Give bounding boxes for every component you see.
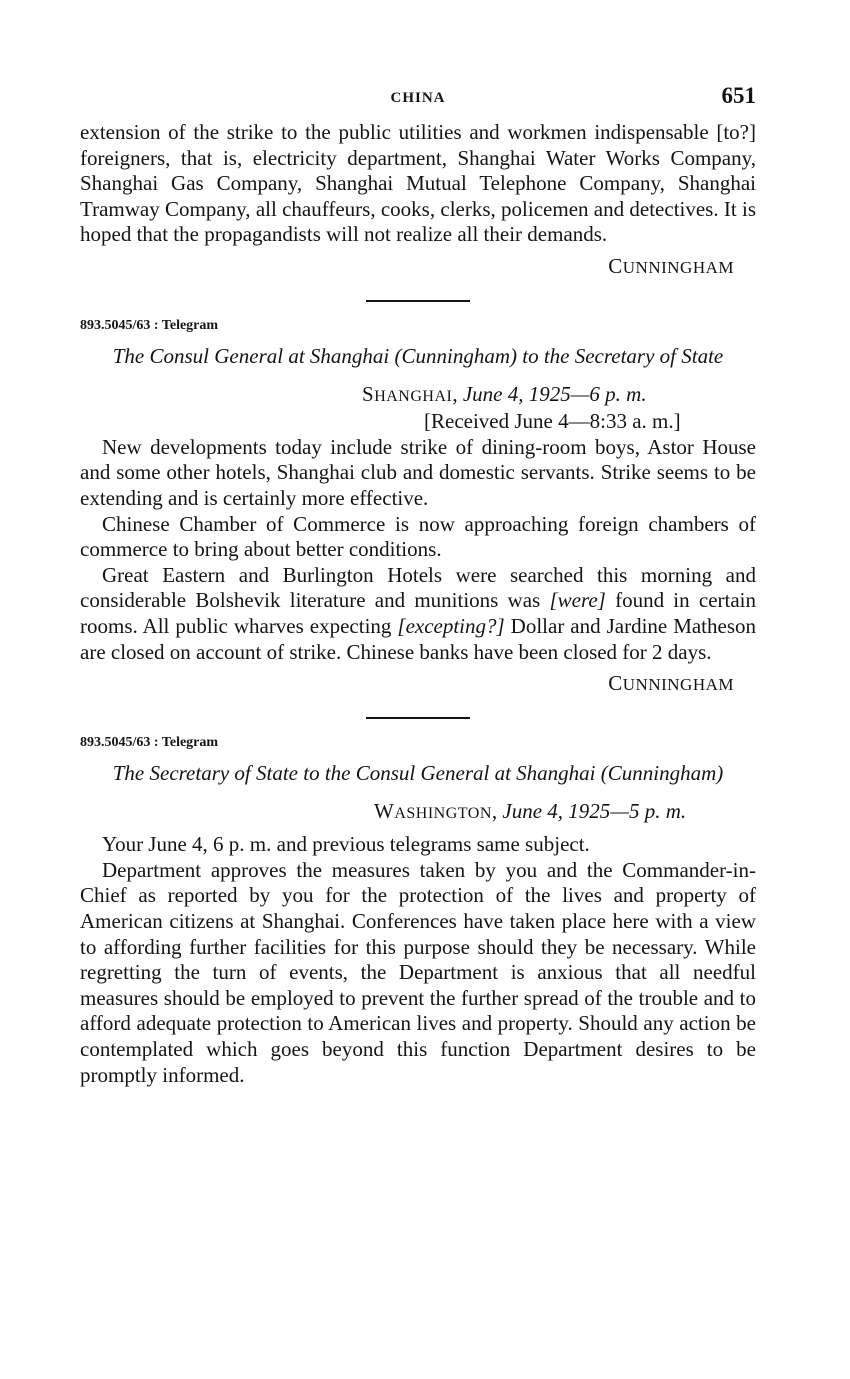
received-note: [Received June 4—8:33 a. m.] <box>424 409 681 434</box>
place-rest: HANGHAI <box>374 387 453 405</box>
text-run: found in certain rooms. All public wharves expecting <box>80 588 756 638</box>
signature-rest: UNNINGHAM <box>622 257 734 277</box>
signature <box>80 671 756 697</box>
dateline: SHANGHAI, June 4, 1925—6 p. m. <box>362 381 647 406</box>
file-reference: 893.5045/63 : Telegram <box>80 735 219 751</box>
dateline-place <box>374 798 492 823</box>
text-run: Dollar and Jardine Matheson are closed on account of strike. Chinese banks have been closed for 2 days. <box>80 613 757 664</box>
body-paragraph: Your June 4, 6 p. m. and previous telegrams same subject. <box>102 832 590 857</box>
dateline: WASHINGTON, June 4, 1925—5 p. m. <box>374 798 687 823</box>
document-title: The Secretary of State to the Consul General at Shanghai (Cunningham) <box>112 761 724 786</box>
place-initial: S <box>362 381 375 406</box>
editorial-insertion: [excepting?] <box>397 613 505 638</box>
signature-rest: UNNINGHAM <box>622 675 734 695</box>
signature-initial: C <box>608 253 623 278</box>
body-paragraph: Department approves the measures taken by you and the Commander-in-Chief as reported by you for the protection of the lives and property of American citizens at Shanghai. Conferences have taken place here with a view to affording further facilities for this purpose should they be necessary. While regretting the turn of events, the Department is anxious that all needful measures should be employed to prevent the further spread of the trouble and to afford adequate protection to American lives and property. Should any action be contemplated which goes beyond this function Department desires to be promptly informed. <box>80 857 756 1087</box>
running-head <box>80 80 756 120</box>
dateline-date: June 4, 1925—6 p. m. <box>462 381 647 406</box>
signature <box>80 254 756 280</box>
document-title: The Consul General at Shanghai (Cunningham) to the Secretary of State <box>112 343 724 368</box>
section-divider <box>366 717 470 719</box>
dateline-date: June 4, 1925—5 p. m. <box>502 798 687 823</box>
signature-initial: C <box>608 671 623 696</box>
body-paragraph: Chinese Chamber of Commerce is now approaching foreign chambers of commerce to bring about better conditions. <box>80 511 756 562</box>
text-run: Great Eastern and Burlington Hotels were searched this morning and considerable Bolshevik literature and munitions was <box>80 562 756 613</box>
editorial-insertion: [were] <box>549 588 606 613</box>
body-paragraph <box>80 563 756 665</box>
continued-paragraph: extension of the strike to the public utilities and workmen indispensable [to?] foreigners, that is, electricity department, Shanghai Water Works Company, Shanghai Gas Company, Shanghai Mutual Telephone Company, Shanghai Tramway Company, all chauffeurs, cooks, clerks, policemen and detectives. It is hoped that the propagandists will not realize all their demands. <box>80 120 756 247</box>
file-reference: 893.5045/63 : Telegram <box>80 317 219 333</box>
body-paragraph: New developments today include strike of dining-room boys, Astor House and some other hotels, Shanghai club and domestic servants. Strike seems to be extending and is certainly more effective. <box>80 434 756 510</box>
place-rest: ASHINGTON <box>394 804 492 822</box>
place-initial: W <box>374 798 395 823</box>
section-divider <box>366 300 470 302</box>
dateline-place <box>362 381 453 406</box>
document-page <box>80 80 756 1088</box>
page-number: 651 <box>721 83 756 108</box>
section-title: CHINA <box>390 90 446 106</box>
